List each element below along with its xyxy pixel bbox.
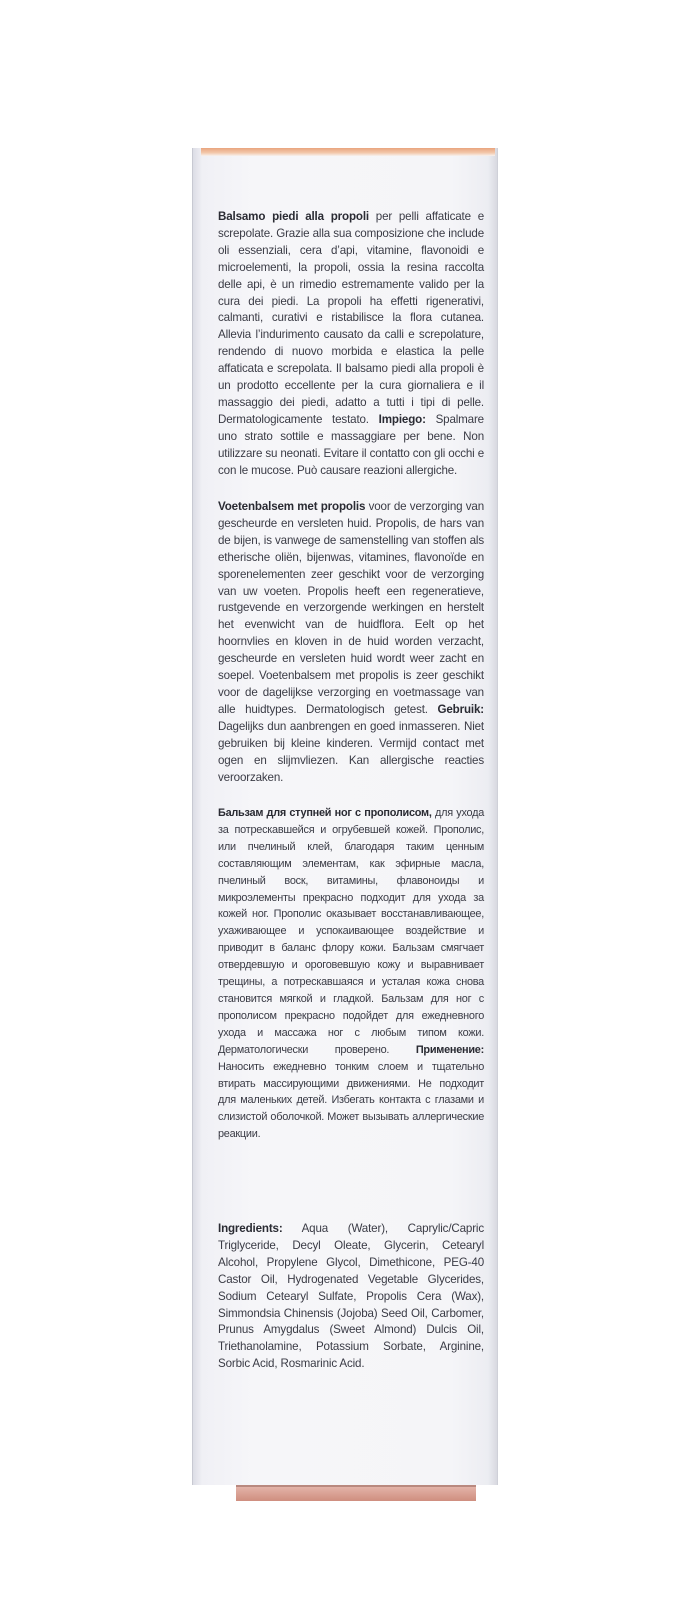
italian-description — [218, 209, 484, 480]
dutch-description — [218, 499, 484, 786]
italian-usage: Spalmare uno strato sottile e massaggiare per bene. Non utilizzare su neonati. Evitare il contatto con gli occhi e con le mucose. Può causare reazioni allergiche. — [218, 412, 484, 477]
ingredients-label: Ingredients: — [218, 1222, 283, 1235]
dutch-usage-label: Gebruik: — [437, 702, 484, 716]
italian-body: per pelli affaticate e screpolate. Grazie alla sua composizione che include oli essenziali, cera d’api, vitamine, flavonoidi e microelementi, la propoli, ossia la resina raccolta delle api, è un rimedio estremamente valido per la cura dei piedi. La propoli ha effetti rigenerativi, calmanti, curativi e ristabilisce la flora cutanea. Allevia l’indurimento causato da calli e screpolature, rendendo di nuovo morbida e elastica la pelle affaticata e screpolata. Il balsamo piedi alla propoli è un prodotto eccellente per la cura giornaliera e il massaggio dei piedi, adatto a tutti i tipi di pelle. Dermatologicamente testato. — [218, 210, 484, 426]
ingredients-text: Aqua (Water), Caprylic/Capric Triglyceride, Decyl Oleate, Glycerin, Cetearyl Alcohol, Propylene Glycol, Dimethicone, PEG-40 Castor Oil, Hydrogenated Vegetable Glycerides, Sodium Cetearyl Sulfate, Propolis Cera (Wax), Simmondsia Chinensis (Jojoba) Seed Oil, Carbomer, Prunus Amygdalus (Sweet Almond) Dulcis Oil, Triethanolamine, Potassium Sorbate, Arginine, Sorbic Acid, Rosmarinic Acid. — [218, 1222, 484, 1371]
top-cap-edge — [201, 148, 495, 156]
russian-usage: Наносить ежедневно тонким слоем и тщательно втирать массирующими движениями. Не подходит для маленьких детей. Избегать контакта с глазами и слизистой оболочкой. Может вызывать аллергические реакции. — [218, 1060, 484, 1141]
dutch-usage: Dagelijks dun aanbrengen en goed inmasseren. Niet gebruiken bij kleine kinderen. Vermijd contact met ogen en slijmvliezen. Kan allergische reacties veroorzaken. — [218, 719, 484, 784]
ingredients-list — [218, 1221, 484, 1373]
russian-description — [218, 805, 484, 1143]
dutch-title: Voetenbalsem met propolis — [218, 500, 366, 513]
bottom-cap-edge — [236, 1487, 476, 1501]
dutch-body: voor de verzorging van gescheurde en versleten huid. Propolis, de hars van de bijen, is vanwege de samenstelling van stoffen als etherische oliën, bijenwas, vitamines, flavonoïde en sporenelementen zeer geschikt voor de verzorging van uw voeten. Propolis heeft een regeneratieve, rustgevende en verzorgende werkingen en herstelt het evenwicht van de huidflora. Eelt op het hoornvlies en kloven in de huid worden verzacht, gescheurde en versleten huid wordt weer zacht en soepel. Voetenbalsem met propolis is zeer geschikt voor de dagelijkse verzorging en voetmassage van alle huidtypes. Dermatologisch getest. — [218, 500, 484, 716]
russian-title: Бальзам для ступней ног с прополисом, — [218, 807, 432, 819]
italian-usage-label: Impiego: — [378, 412, 426, 426]
russian-usage-label: Применение: — [415, 1043, 484, 1056]
italian-title: Balsamo piedi alla propoli — [218, 210, 369, 223]
russian-body: для ухода за потрескавшейся и огрубевшей кожей. Прополис, или пчелиный клей, благодаря таким ценным составляющим элементам, как эфирные масла, пчелиный воск, витамины, флавоноиды и микроэлементы прекрасно подходит для ухода за кожей ног. Прополис оказывает восстанавливающее, ухаживающее и успокаивающее воздействие и приводит в баланс флору кожи. Бальзам смягчает отвердевшую и ороговевшую кожу и выравнивает трещины, а потрескавшаяся и усталая кожа снова становится мягкой и гладкой. Бальзам для ног с прополисом прекрасно подойдет для ежедневного ухода и массажа ног с любым типом кожи. Дерматологически проверено. — [218, 807, 485, 1056]
